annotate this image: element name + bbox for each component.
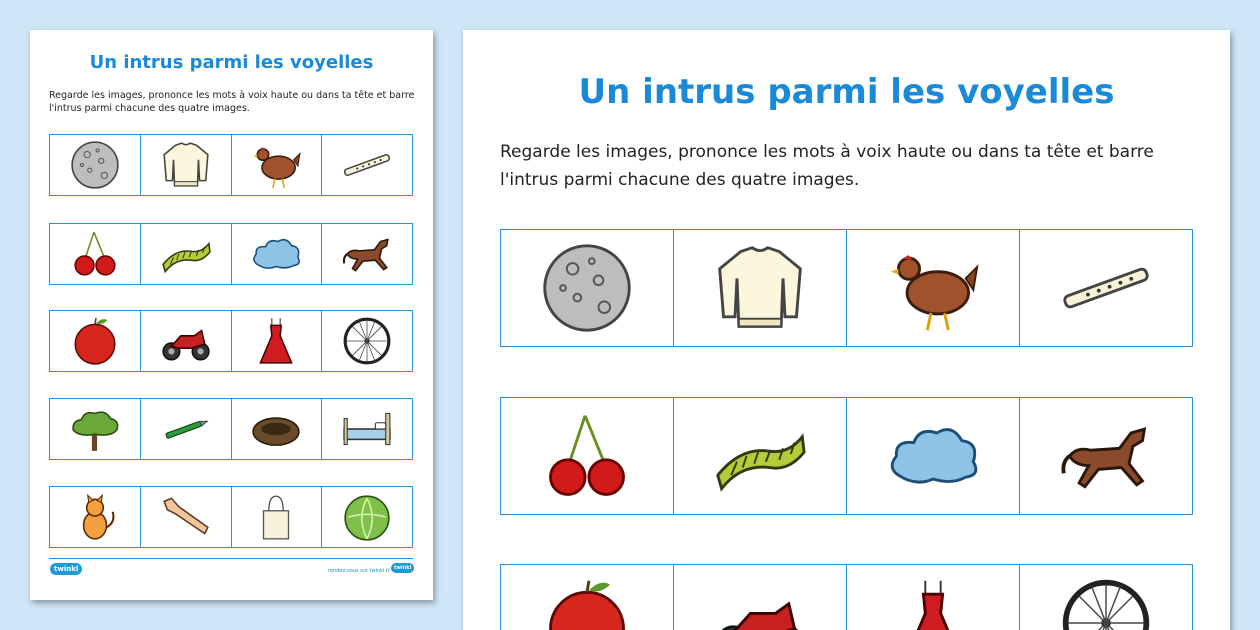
horse-icon xyxy=(1058,408,1154,504)
hen-icon xyxy=(250,139,302,191)
picture-cell[interactable] xyxy=(1020,565,1192,630)
cat-icon xyxy=(69,491,121,543)
cloud-icon xyxy=(250,228,302,280)
apple-icon xyxy=(69,315,121,367)
dress-icon xyxy=(250,315,302,367)
picture-row xyxy=(49,486,413,548)
picture-row xyxy=(49,223,413,285)
picture-cell[interactable] xyxy=(50,487,141,547)
picture-cell[interactable] xyxy=(232,135,323,195)
picture-cell[interactable] xyxy=(1020,398,1192,514)
picture-cell[interactable] xyxy=(322,135,412,195)
twinkl-logo: twinkl xyxy=(50,563,82,575)
moon-icon xyxy=(539,240,635,336)
worksheet-preview xyxy=(30,30,433,600)
picture-cell[interactable] xyxy=(50,135,141,195)
worksheet-instructions: Regarde les images, prononce les mots à voix haute ou dans ta tête et barre l'intrus parmi chacune des quatre images. xyxy=(49,90,415,114)
picture-cell[interactable] xyxy=(232,224,323,284)
pen-icon xyxy=(160,403,212,455)
sweater-icon xyxy=(160,139,212,191)
picture-cell[interactable] xyxy=(322,487,412,547)
caterpillar-icon xyxy=(160,228,212,280)
picture-cell[interactable] xyxy=(141,135,232,195)
twinkl-badge: twinkl xyxy=(391,563,414,573)
motorbike-icon xyxy=(712,575,808,630)
picture-cell[interactable] xyxy=(50,399,141,459)
bed-icon xyxy=(341,403,393,455)
motorbike-icon xyxy=(160,315,212,367)
picture-row xyxy=(49,398,413,460)
picture-cell[interactable] xyxy=(847,565,1020,630)
picture-cell[interactable] xyxy=(232,487,323,547)
wheel-icon xyxy=(341,315,393,367)
picture-cell[interactable] xyxy=(847,230,1020,346)
picture-cell[interactable] xyxy=(501,230,674,346)
tote-bag-icon xyxy=(250,491,302,543)
picture-row xyxy=(49,134,413,196)
worksheet-zoom xyxy=(463,30,1230,630)
picture-cell[interactable] xyxy=(50,311,141,371)
worksheet-title: Un intrus parmi les voyelles xyxy=(89,52,374,73)
picture-row xyxy=(49,310,413,372)
picture-row-large xyxy=(500,397,1193,515)
picture-cell[interactable] xyxy=(141,224,232,284)
picture-cell[interactable] xyxy=(232,311,323,371)
worksheet-title-large: Un intrus parmi les voyelles xyxy=(578,72,1115,112)
worksheet-instructions-large: Regarde les images, prononce les mots à voix haute ou dans ta tête et barre l'intrus parmi chacune des quatre images. xyxy=(500,142,1154,190)
picture-cell[interactable] xyxy=(141,487,232,547)
picture-cell[interactable] xyxy=(674,230,847,346)
tree-icon xyxy=(69,403,121,455)
wheel-icon xyxy=(1058,575,1154,630)
recorder-flute-icon xyxy=(341,139,393,191)
picture-row-large xyxy=(500,564,1193,630)
nest-icon xyxy=(250,403,302,455)
picture-cell[interactable] xyxy=(322,399,412,459)
footer-site-text: rendez-vous sur twinkl.fr xyxy=(328,568,390,574)
cabbage-icon xyxy=(341,491,393,543)
apple-icon xyxy=(539,575,635,630)
picture-cell[interactable] xyxy=(322,224,412,284)
recorder-flute-icon xyxy=(1058,240,1154,336)
cherries-icon xyxy=(69,228,121,280)
picture-cell[interactable] xyxy=(141,399,232,459)
picture-cell[interactable] xyxy=(847,398,1020,514)
picture-cell[interactable] xyxy=(674,398,847,514)
picture-cell[interactable] xyxy=(501,398,674,514)
picture-cell[interactable] xyxy=(50,224,141,284)
dress-icon xyxy=(885,575,981,630)
caterpillar-icon xyxy=(712,408,808,504)
footer-divider xyxy=(49,558,413,559)
arm-icon xyxy=(160,491,212,543)
cherries-icon xyxy=(539,408,635,504)
picture-cell[interactable] xyxy=(322,311,412,371)
picture-cell[interactable] xyxy=(674,565,847,630)
hen-icon xyxy=(885,240,981,336)
picture-cell[interactable] xyxy=(501,565,674,630)
picture-cell[interactable] xyxy=(1020,230,1192,346)
picture-cell[interactable] xyxy=(232,399,323,459)
sweater-icon xyxy=(712,240,808,336)
picture-cell[interactable] xyxy=(141,311,232,371)
moon-icon xyxy=(69,139,121,191)
horse-icon xyxy=(341,228,393,280)
picture-row-large xyxy=(500,229,1193,347)
cloud-icon xyxy=(885,408,981,504)
